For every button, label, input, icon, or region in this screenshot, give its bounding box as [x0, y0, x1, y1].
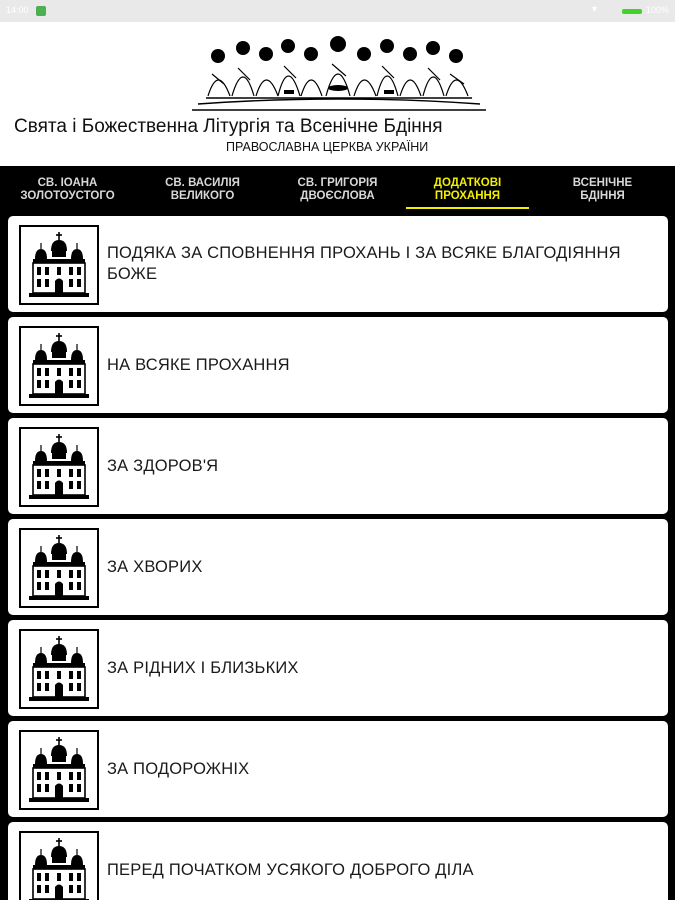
church-icon-frame [19, 225, 99, 305]
tab-vsenichne-bdinnya[interactable] [535, 166, 670, 214]
list-item-label: ЗА ХВОРИХ [107, 557, 203, 576]
app-header [0, 22, 675, 166]
list-item-label: ЗА РІДНИХ І БЛИЗЬКИХ [107, 658, 299, 677]
wifi-icon: ▾ [592, 4, 598, 15]
list-item-label: ПОДЯКА ЗА СПОВНЕННЯ ПРОХАНЬ І ЗА ВСЯКЕ БЛАГОДІЯННЯ БОЖЕ [107, 244, 621, 283]
church-icon [27, 837, 91, 900]
tab-dodatkovi-prokhannya[interactable] [400, 166, 535, 214]
list-item[interactable] [8, 418, 668, 514]
page-title: Свята і Божественна Літургія та Всенічне Бдіння [14, 116, 443, 137]
status-bar [0, 0, 675, 22]
church-icon [27, 736, 91, 804]
list-item-label: ЗА ПОДОРОЖНІХ [107, 759, 250, 778]
tab-label: ВСЕНІЧНЕ БДІННЯ [572, 177, 633, 202]
church-icon [27, 635, 91, 703]
notification-icon [36, 6, 46, 16]
church-icon [27, 231, 91, 299]
tab-bar [0, 166, 675, 214]
active-tab-indicator [406, 207, 529, 209]
church-icon-frame [19, 629, 99, 709]
tab-label: СВ. ВАСИЛІЯ ВЕЛИКОГО [165, 177, 240, 202]
list-item[interactable] [8, 620, 668, 716]
page-subtitle: ПРАВОСЛАВНА ЦЕРКВА УКРАЇНИ [226, 140, 429, 154]
list-item[interactable] [8, 317, 668, 413]
church-icon-frame [19, 528, 99, 608]
church-icon-frame [19, 831, 99, 900]
battery-level: 100% [646, 5, 670, 15]
church-icon-frame [19, 730, 99, 810]
list-item[interactable] [8, 519, 668, 615]
last-supper-artwork [188, 24, 490, 114]
tab-ioan-zolotoustogo[interactable] [0, 166, 135, 214]
list-item[interactable] [8, 822, 668, 900]
tab-label: ДОДАТКОВІ ПРОХАННЯ [433, 177, 502, 202]
church-icon-frame [19, 326, 99, 406]
church-icon-frame [19, 427, 99, 507]
list-item[interactable] [8, 216, 668, 312]
tab-label: СВ. ІОАНА ЗОЛОТОУСТОГО [20, 177, 115, 202]
tab-vasyliya-velykogo[interactable] [135, 166, 270, 214]
list-item[interactable] [8, 721, 668, 817]
church-icon [27, 433, 91, 501]
tab-label: СВ. ГРИГОРІЯ ДВОЄСЛОВА [297, 177, 378, 202]
list-item-label: НА ВСЯКЕ ПРОХАННЯ [107, 355, 290, 374]
list-item-label: ЗА ЗДОРОВ'Я [107, 456, 219, 475]
tab-grygoriya-dvoeslova[interactable] [270, 166, 405, 214]
prayer-list [0, 214, 675, 900]
church-icon [27, 332, 91, 400]
list-item-label: ПЕРЕД ПОЧАТКОМ УСЯКОГО ДОБРОГО ДІЛА [107, 860, 474, 879]
status-clock: 14:00 [6, 5, 29, 15]
battery-icon [622, 9, 642, 14]
church-icon [27, 534, 91, 602]
